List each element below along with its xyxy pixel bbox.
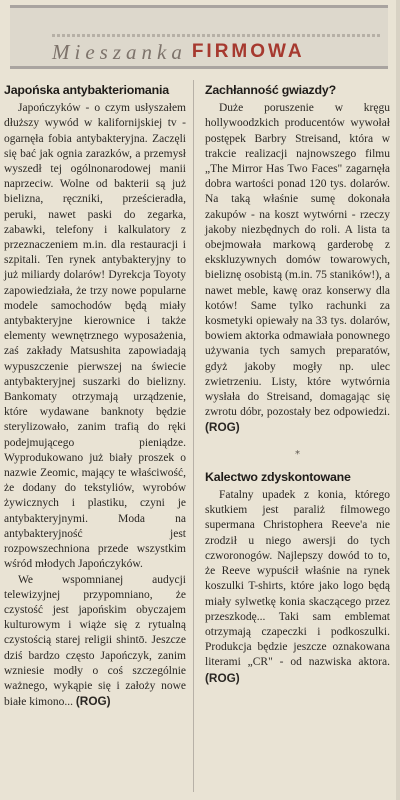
- header-rule: [52, 34, 382, 37]
- separator-asterisk: *: [295, 448, 300, 460]
- left-column: [4, 83, 186, 710]
- article-title: Zachłanność gwiazdy?: [205, 83, 336, 97]
- author-signature: (ROG): [205, 420, 240, 435]
- article-paragraph: [205, 488, 390, 687]
- author-signature: (ROG): [205, 670, 240, 685]
- page-edge: [396, 0, 400, 800]
- article-paragraph: [4, 573, 186, 711]
- article-paragraph-text: Duże poruszenie w kręgu hollywoodzkich producentów wywołał postępek Barbry Streisand, która w trakcie realizacji najnowszego filmu „The Mirror Has Two Faces" zagarnęła dobra wartości ponad 120 tys. dolarów. Na taką właśnie sumę dokonała zakupów - na koszt wytwórni - rzeczy jakoby niezbędnych do roli. A lista ta obejmowała markową garderobę z ekskluzywnych domów towarowych, bieliznę osobistą (m.in. 75 staników!), a nawet meble, kawę oraz konserwy dla kotów! Same tylko rachunki za kosmetyki opiewały na 33 tys. dolarów, bowiem aktorka odmawiała ponownego używania tych samych preparatów, gdyż jakoby mogły np. ulec zwietrzeniu. Listy, które wytwórnia wysłała do Streisand, domagając się zwrotu dóbr, pozostały bez odpowiedzi.: [205, 102, 390, 419]
- article-title: Japońska antybakteriomania: [4, 83, 169, 97]
- article-paragraph: [205, 101, 390, 436]
- article-paragraph-text: We wspomnianej audycji telewizyjnej przypomniano, że czystość jest japońskim obyczajem kulturowym i wiąże się z rytualną czystością starej religii shintō. Jeszcze dziś bardzo często Japończyk, zanim wzniesie modły o coś szczególnie ważnego, wykąpie się i założy nowe białe kimono...: [4, 573, 186, 709]
- article-block: [205, 470, 390, 687]
- section-title: [52, 38, 380, 66]
- section-title-italic: Mieszanka: [52, 39, 187, 64]
- right-column: [205, 83, 390, 687]
- section-title-bold: FIRMOWA: [191, 41, 305, 62]
- article-paragraph-text: Fatalny upadek z konia, którego skutkiem jest paraliż filmowego supermana Christophera Reeve'a nie zrodził u niego awersji do tych czworonogów. Najlepszy dowód to to, że Reeve wypuścił właśnie na rynek koszulki T-shirts, które jako logo będą miały sylwetkę konia skaczącego przez przeszkodę... Taki sam emblemat otrzymają czapeczki i podkoszulki. Produkcja będzie jeszcze oznakowana literami „CR" - od nazwiska aktora.: [205, 489, 390, 669]
- article-title: Kalectwo zdyskontowane: [205, 469, 351, 484]
- author-signature: (ROG): [75, 694, 111, 709]
- section-header: [10, 5, 388, 69]
- column-divider: [193, 80, 194, 792]
- article-paragraph: Japończyków - o czym usłyszałem dłuższy wywód w kalifornijskiej tv - ogarnęła fobia antybakteryjna. Zaczęli się bać jak ognia zarazków, a przemysł wyszedł tej ogólnonarodowej manii naprzeciw. Wolne od bakterii są już bielizna, ręczniki, prześcieradła, peruki, nawet paski do zegarka, zabawki, telefony i kalkulatory z przeznaczeniem m.in. dla restauracji i szpitali. Ten rynek antybakteryjny to już miliardy dolarów! Dyrekcja Toyoty zapowiedziała, że trzy nowe popularne modele samochodów będą miały antybakteryjne kierownice i także elementy wewnętrznego wyposażenia, zaś zakłady Matsushita zapowiadają wypuszczenie pierwszej na świecie antybakteryjnej suszarki do bielizny. Bankomaty otrzymają urządzenie, które wydawane banknoty będzie sterylizowało, zanim trafią do ręki podejmującego pieniądze. Wyprodukowano już biały proszek o nazwie Zeomic, mający te właściwość, że dodany do tekstyliów, wyrobów żywicznych i plastiku, czyni je antybakteryjnymi. Moda na antybakteryjność jest rozpowszechniona przede wszystkim wśród młodych Japończyków.: [4, 102, 186, 571]
